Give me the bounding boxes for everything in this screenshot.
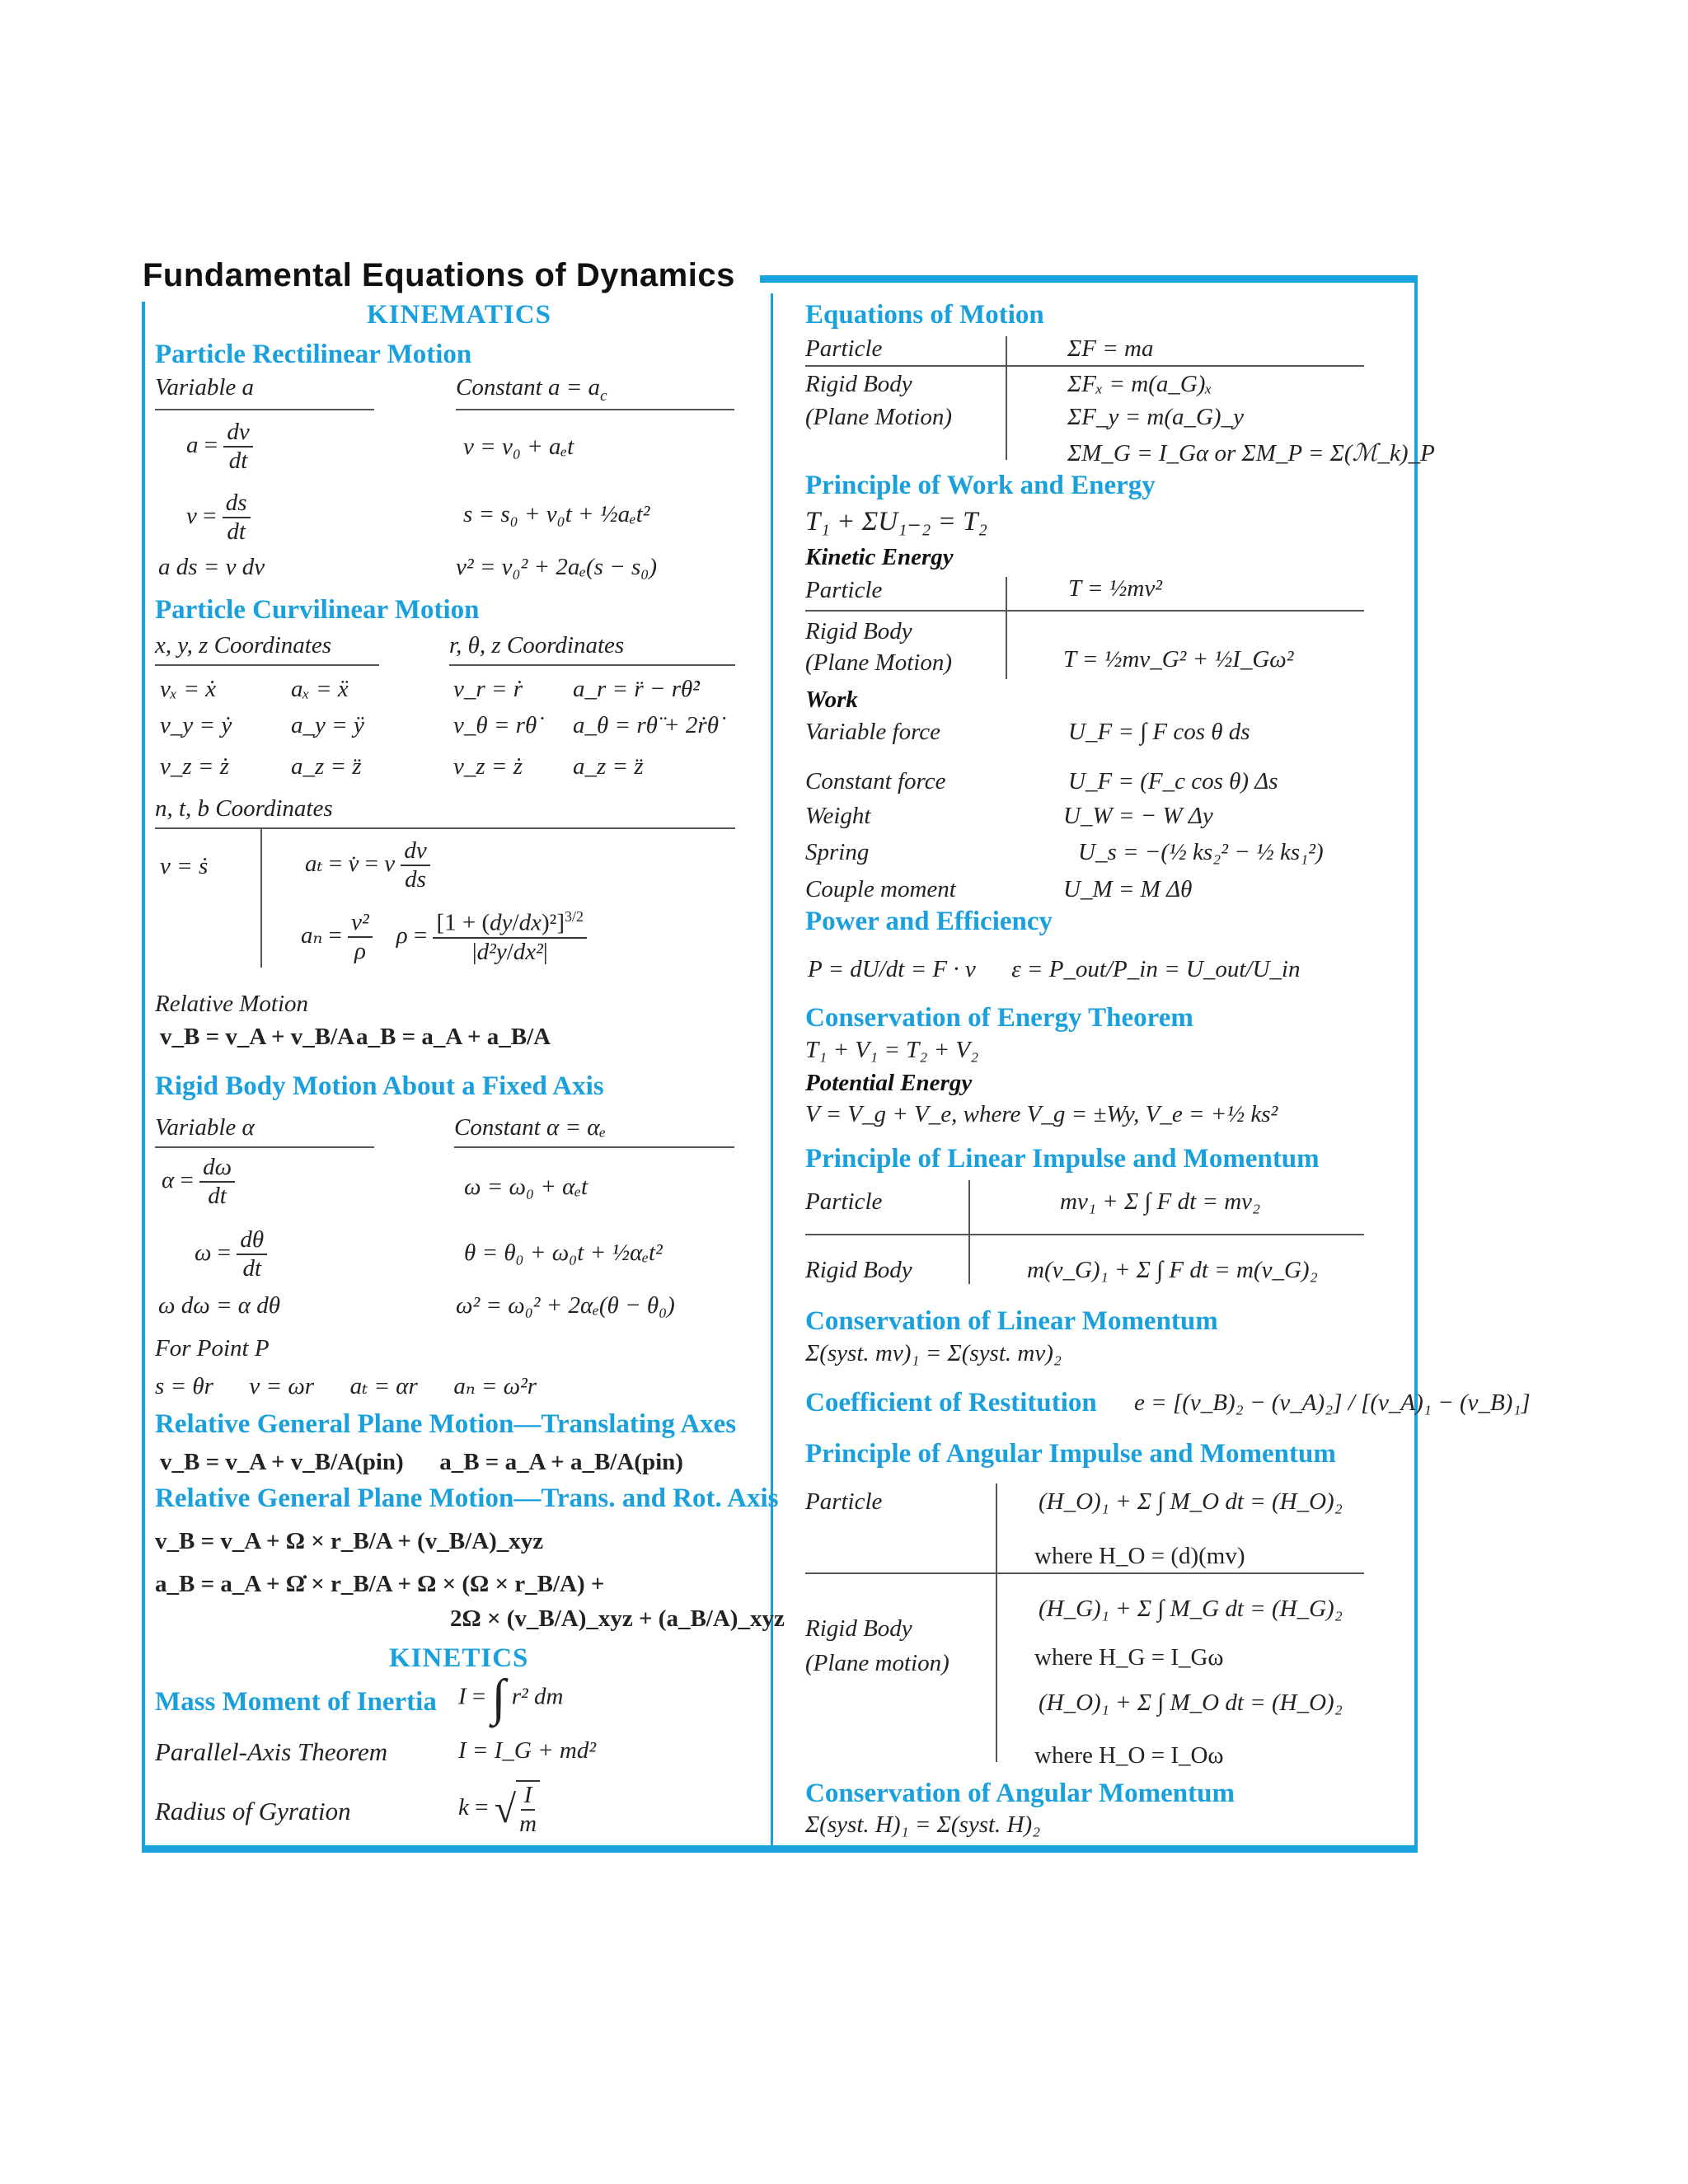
power-heading: Power and Efficiency (805, 907, 1053, 936)
work-row-2-eq: U_W = − W Δy (1063, 803, 1213, 829)
rule-xyz (155, 664, 379, 666)
motion-plane-label: (Plane Motion) (805, 404, 952, 430)
kinematics-heading: KINEMATICS (367, 300, 551, 330)
work-row-3-label: Spring (805, 839, 870, 865)
parallel-axis-eq: I = I_G + md² (458, 1737, 597, 1764)
rtz-az: a_z = z̈ (573, 753, 644, 780)
rotating-eq3: 2Ω × (v_B/A)_xyz + (a_B/A)_xyz (450, 1605, 785, 1632)
ke-plane-label: (Plane Motion) (805, 649, 952, 676)
xyz-vz: v_z = ż (160, 753, 230, 780)
constant-a-text: Constant a = a (456, 374, 601, 401)
eq-theta-const: θ = θ₀ + ω₀t + ½αₑt² (464, 1240, 663, 1266)
linear-impulse-heading: Principle of Linear Impulse and Momentum (805, 1144, 1320, 1174)
eq-a-dvdt: a = $\frac{dv}{dt}$ (186, 419, 253, 476)
rotating-eq1: v_B = v_A + Ω × r_B/A + (v_B/A)_xyz (155, 1528, 544, 1554)
curvilinear-heading: Particle Curvilinear Motion (155, 595, 480, 625)
rule-fixed-left (155, 1146, 374, 1148)
ai-particle-eq: (H_O)₁ + Σ ∫ M_O dt = (H_O)₂ (1039, 1488, 1343, 1515)
work-row-4-label: Couple moment (805, 876, 956, 902)
ai-rigid-label: Rigid Body (805, 1615, 912, 1642)
rel-v: v_B = v_A + v_B/A (160, 1024, 355, 1050)
translating-heading: Relative General Plane Motion—Translating Axes (155, 1409, 737, 1439)
top-accent-bar (760, 275, 1418, 283)
rtz-label: r, θ, z Coordinates (449, 632, 625, 658)
eq-w2-const: ω² = ω₀² + 2αₑ(θ − θ₀) (456, 1292, 675, 1319)
rotating-heading: Relative General Plane Motion—Trans. and Rot. Axis (155, 1483, 779, 1513)
kinetics-heading: KINETICS (389, 1643, 529, 1673)
linear-momentum-eq: Σ(syst. mv)₁ = Σ(syst. mv)₂ (805, 1340, 1062, 1366)
angular-momentum-eq: Σ(syst. H)₁ = Σ(syst. H)₂ (805, 1811, 1041, 1838)
li-particle-label: Particle (805, 1188, 883, 1215)
rectilinear-heading: Particle Rectilinear Motion (155, 340, 472, 369)
angular-momentum-heading: Conservation of Angular Momentum (805, 1779, 1235, 1808)
gyration-eq: k = √ $\frac{I}{m}$ (458, 1780, 540, 1839)
ke-rigid-label: Rigid Body (805, 618, 912, 644)
work-energy-eq: T₁ + ΣU₁₋₂ = T₂ (805, 507, 987, 537)
linear-momentum-heading: Conservation of Linear Momentum (805, 1306, 1218, 1336)
rule-fixed-right (454, 1146, 734, 1148)
energy-heading: Conservation of Energy Theorem (805, 1003, 1193, 1033)
rule-ai-v (996, 1483, 997, 1762)
ke-particle-eq: T = ½mv² (1068, 575, 1162, 602)
eq-motion-heading: Equations of Motion (805, 300, 1044, 330)
rule-motion-h (805, 365, 1364, 367)
ai-rigid-eq1: (H_G)₁ + Σ ∫ M_G dt = (H_G)₂ (1039, 1596, 1343, 1622)
potential-energy-eq: V = V_g + V_e, where V_g = ±Wy, V_e = +½ ks² (805, 1101, 1278, 1127)
xyz-ay: a_y = ÿ (291, 712, 364, 738)
work-label: Work (805, 687, 858, 713)
work-row-2-label: Weight (805, 803, 871, 829)
rotating-eq2: a_B = a_A + Ω̇ × r_B/A + Ω × (Ω × r_B/A) + (155, 1571, 605, 1597)
ke-rigid-eq: T = ½mv_G² + ½I_Gω² (1063, 646, 1294, 673)
eq-v-dsdt: v = $\frac{ds}{dt}$ (186, 490, 251, 546)
ai-particle-label: Particle (805, 1488, 883, 1515)
eq-v2-const: v² = v₀² + 2aₑ(s − s₀) (456, 554, 657, 580)
rule-ke-v (1006, 577, 1007, 679)
rule-rect-right (456, 409, 734, 410)
motion-particle-eq: ΣF = ma (1067, 335, 1154, 362)
relative-motion-label: Relative Motion (155, 991, 309, 1017)
eq-a-ds: a ds = v dv (158, 554, 265, 580)
motion-rb-eq1: ΣFₓ = m(a_G)ₓ (1067, 371, 1212, 397)
right-frame-line (1414, 275, 1418, 1853)
power-eq: P = dU/dt = F · v ε = P_out/P_in = U_out/U_in (808, 956, 1301, 982)
constant-alpha-label: Constant α = αₑ (454, 1114, 607, 1141)
xyz-az: a_z = z̈ (291, 753, 362, 780)
xyz-ax: aₓ = ẍ (291, 676, 349, 702)
rule-li-v (968, 1180, 970, 1284)
angular-impulse-heading: Principle of Angular Impulse and Momentum (805, 1439, 1336, 1469)
eq-alpha-dwdt: α = $\frac{d\omega}{dt}$ (162, 1154, 235, 1211)
ke-particle-label: Particle (805, 577, 883, 603)
rtz-atheta: a_θ = rθ̈ + 2ṙθ̇ (573, 712, 719, 738)
rtz-vtheta: v_θ = rθ̇ (453, 712, 537, 738)
rtz-vz: v_z = ż (453, 753, 523, 780)
ntb-label: n, t, b Coordinates (155, 795, 333, 822)
work-row-1-eq: U_F = (F_c cos θ) Δs (1068, 768, 1278, 794)
xyz-vx: vₓ = ẋ (160, 676, 217, 702)
xyz-label: x, y, z Coordinates (155, 632, 332, 658)
kinetic-energy-label: Kinetic Energy (805, 544, 954, 570)
work-row-3-eq: U_s = −(½ ks₂² − ½ ks₁²) (1078, 839, 1324, 865)
bottom-accent-bar (142, 1845, 1418, 1853)
rule-li-h (805, 1234, 1364, 1235)
variable-alpha-label: Variable α (155, 1114, 255, 1141)
ai-rigid-eq2: (H_O)₁ + Σ ∫ M_O dt = (H_O)₂ (1039, 1690, 1343, 1716)
motion-rb-eq2: ΣF_y = m(a_G)_y (1067, 404, 1244, 430)
ai-rigid-where2: where H_O = I_Oω (1034, 1742, 1224, 1769)
rule-rtz (449, 664, 735, 666)
restitution-heading: Coefficient of Restitution (805, 1388, 1097, 1418)
xyz-vy: v_y = ẏ (160, 712, 232, 738)
work-row-4-eq: U_M = M Δθ (1063, 876, 1193, 902)
rel-a: a_B = a_A + a_B/A (356, 1024, 551, 1050)
rule-rect-left (155, 409, 374, 410)
work-row-0-eq: U_F = ∫ F cos θ ds (1068, 719, 1250, 745)
variable-a-label: Variable a (155, 374, 255, 401)
ai-particle-where: where H_O = (d)(mv) (1034, 1543, 1245, 1569)
motion-rb-eq3: ΣM_G = I_Gα or ΣM_P = Σ(ℳ_k)_P (1067, 440, 1435, 466)
ai-rigid-where1: where H_G = I_Gω (1034, 1644, 1224, 1671)
work-row-1-label: Constant force (805, 768, 946, 794)
rule-ke-h (805, 610, 1364, 612)
gyration-label: Radius of Gyration (155, 1797, 351, 1825)
constant-a-sub: c (600, 387, 607, 405)
rtz-vr: v_r = ṙ (453, 676, 523, 702)
eq-omega-dthetadt: ω = $\frac{d\theta}{dt}$ (195, 1226, 267, 1283)
point-p-eqs: s = θr v = ωr aₜ = αr aₙ = ω²r (155, 1373, 537, 1399)
ntb-at: aₜ = v̇ = v $\frac{dv}{ds}$ (305, 837, 430, 894)
ntb-an-rho: aₙ = $\frac{\text{v²}}{\rho}$ ρ = $\frac{[1 + (dy/dx)^2]^{3/2}}{\text{|d²y/dx²|}}$ (301, 908, 587, 966)
rtz-ar: a_r = r̈ − rθ̇² (573, 676, 700, 702)
fixed-axis-heading: Rigid Body Motion About a Fixed Axis (155, 1071, 604, 1101)
potential-energy-label: Potential Energy (805, 1070, 973, 1096)
inertia-eq: I = ∫ r² dm (458, 1670, 564, 1726)
energy-eq: T₁ + V₁ = T₂ + V₂ (805, 1037, 979, 1063)
translating-eq: v_B = v_A + v_B/A(pin) a_B = a_A + a_B/A(pin) (160, 1449, 683, 1475)
rule-ntb (155, 827, 735, 829)
eq-s-const: s = s₀ + v₀t + ½aₑt² (463, 501, 650, 527)
eq-wdw: ω dω = α dθ (158, 1292, 280, 1319)
work-energy-heading: Principle of Work and Energy (805, 471, 1156, 500)
eq-v-const: v = v₀ + aₑt (463, 434, 574, 460)
point-p-label: For Point P (155, 1335, 270, 1361)
ntb-v-sdot: v = ṡ (160, 853, 209, 879)
constant-a-label (456, 374, 607, 405)
rule-ai-h (805, 1572, 1364, 1574)
li-rigid-eq: m(v_G)₁ + Σ ∫ F dt = m(v_G)₂ (1027, 1257, 1318, 1283)
page-title: Fundamental Equations of Dynamics (143, 257, 735, 293)
li-rigid-label: Rigid Body (805, 1257, 912, 1283)
work-row-0-label: Variable force (805, 719, 941, 745)
rule-ntb-vertical (260, 829, 262, 968)
inertia-heading: Mass Moment of Inertia (155, 1687, 437, 1717)
motion-particle-label: Particle (805, 335, 883, 362)
ai-plane-label: (Plane motion) (805, 1650, 950, 1676)
motion-rigid-label: Rigid Body (805, 371, 912, 397)
li-particle-eq: mv₁ + Σ ∫ F dt = mv₂ (1060, 1188, 1261, 1215)
restitution-eq: e = [(v_B)₂ − (v_A)₂] / [(v_A)₁ − (v_B)₁] (1134, 1390, 1531, 1416)
left-frame-line (142, 302, 145, 1853)
eq-omega-const: ω = ω₀ + αₑt (464, 1174, 588, 1200)
rule-motion-v (1006, 336, 1007, 460)
parallel-axis-label: Parallel-Axis Theorem (155, 1737, 388, 1766)
